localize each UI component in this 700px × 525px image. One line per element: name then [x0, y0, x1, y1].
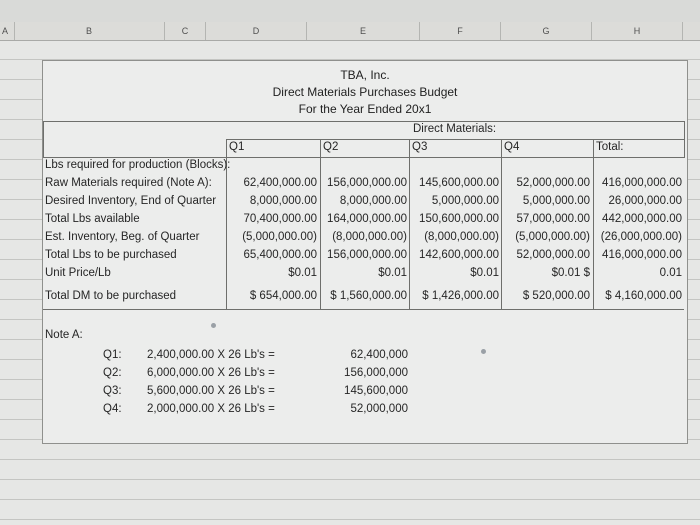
cell-q2[interactable]: (8,000,000.00) [332, 231, 407, 243]
budget-row [45, 213, 685, 230]
row-label: Total Lbs to be purchased [45, 249, 177, 261]
quarter-header-total: Total: [596, 141, 624, 153]
note-line [43, 385, 683, 401]
budget-row [45, 177, 685, 194]
cell-total[interactable]: 26,000,000.00 [608, 195, 682, 207]
cell-q1[interactable]: 65,400,000.00 [243, 249, 317, 261]
note-title: Note A: [45, 329, 83, 341]
budget-row [45, 267, 685, 284]
quarter-header-q1: Q1 [229, 141, 245, 153]
column-header-a[interactable]: A [0, 22, 15, 40]
note-result: 62,400,000 [350, 349, 408, 361]
row-label: Total DM to be purchased [45, 290, 177, 302]
cell-total[interactable]: $ 4,160,000.00 [605, 290, 682, 302]
cell-q3[interactable]: 145,600,000.00 [419, 177, 499, 189]
budget-row [45, 231, 685, 248]
column-header-h[interactable]: H [592, 22, 683, 40]
company-name: TBA, Inc. [340, 68, 390, 82]
cell-q4[interactable]: 52,000,000.00 [516, 249, 590, 261]
cell-q3[interactable]: 150,600,000.00 [419, 213, 499, 225]
note-quarter: Q2: [103, 367, 122, 379]
cell-q4[interactable]: 57,000,000.00 [516, 213, 590, 225]
cell-q1[interactable]: $ 654,000.00 [249, 290, 317, 302]
column-header-e[interactable]: E [307, 22, 420, 40]
budget-row [45, 159, 685, 176]
budget-row [45, 195, 685, 212]
column-header-c[interactable]: C [165, 22, 206, 40]
note-line [43, 367, 683, 383]
column-header-d[interactable]: D [206, 22, 307, 40]
note-calculation: 5,600,000.00 X 26 Lb's = [147, 385, 275, 397]
cell-q3[interactable]: $0.01 [470, 267, 499, 279]
cell-q3[interactable]: $ 1,426,000.00 [422, 290, 499, 302]
note-line [43, 403, 683, 419]
cell-q2[interactable]: 164,000,000.00 [327, 213, 407, 225]
row-label: Total Lbs available [45, 213, 140, 225]
cell-q2[interactable]: 156,000,000.00 [327, 177, 407, 189]
cell-q1[interactable]: 8,000,000.00 [249, 195, 317, 207]
cell-q4[interactable]: 5,000,000.00 [522, 195, 590, 207]
note-result: 145,600,000 [344, 385, 408, 397]
cell-total[interactable]: (26,000,000.00) [600, 231, 682, 243]
note-calculation: 2,000,000.00 X 26 Lb's = [147, 403, 275, 415]
cell-q1[interactable]: (5,000,000.00) [242, 231, 317, 243]
cell-q1[interactable]: $0.01 [288, 267, 317, 279]
cell-q2[interactable]: $ 1,560,000.00 [330, 290, 407, 302]
cell-q4[interactable]: 52,000,000.00 [516, 177, 590, 189]
cell-total[interactable]: 416,000,000.00 [602, 177, 682, 189]
column-header-bar [0, 22, 700, 41]
direct-materials-header: Direct Materials: [413, 123, 497, 135]
report-period: For the Year Ended 20x1 [298, 102, 432, 116]
budget-sheet [42, 60, 688, 444]
cell-q4[interactable]: $0.01 $ [551, 267, 590, 279]
cell-total[interactable]: 442,000,000.00 [602, 213, 682, 225]
cursor-dot [211, 323, 216, 328]
cell-q3[interactable]: 142,600,000.00 [419, 249, 499, 261]
cell-q2[interactable]: 156,000,000.00 [327, 249, 407, 261]
cell-q3[interactable]: 5,000,000.00 [431, 195, 499, 207]
table-bottom-rule [43, 309, 684, 310]
quarter-header-q4: Q4 [504, 141, 520, 153]
cell-total[interactable]: 0.01 [659, 267, 682, 279]
column-header-f[interactable]: F [420, 22, 501, 40]
row-label: Raw Materials required (Note A): [45, 177, 212, 189]
column-header-b[interactable]: B [14, 22, 165, 40]
cell-q4[interactable]: $ 520,000.00 [522, 290, 590, 302]
budget-row [45, 290, 685, 307]
note-calculation: 2,400,000.00 X 26 Lb's = [147, 349, 275, 361]
note-result: 52,000,000 [350, 403, 408, 415]
budget-row [45, 249, 685, 266]
note-quarter: Q1: [103, 349, 122, 361]
cell-q1[interactable]: 62,400,000.00 [243, 177, 317, 189]
cell-q3[interactable]: (8,000,000.00) [424, 231, 499, 243]
row-label: Unit Price/Lb [45, 267, 111, 279]
note-quarter: Q3: [103, 385, 122, 397]
note-line [43, 349, 683, 365]
cell-q2[interactable]: $0.01 [378, 267, 407, 279]
row-label: Desired Inventory, End of Quarter [45, 195, 217, 207]
cell-q4[interactable]: (5,000,000.00) [515, 231, 590, 243]
cell-total[interactable]: 416,000,000.00 [602, 249, 682, 261]
note-calculation: 6,000,000.00 X 26 Lb's = [147, 367, 275, 379]
note-result: 156,000,000 [344, 367, 408, 379]
quarter-header-q3: Q3 [412, 141, 428, 153]
report-title: Direct Materials Purchases Budget [272, 85, 458, 99]
cursor-dot [481, 349, 486, 354]
row-label: Lbs required for production (Blocks): [45, 159, 231, 171]
cell-q1[interactable]: 70,400,000.00 [243, 213, 317, 225]
cell-q2[interactable]: 8,000,000.00 [339, 195, 407, 207]
row-label: Est. Inventory, Beg. of Quarter [45, 231, 200, 243]
header-rule [226, 139, 684, 140]
column-header-g[interactable]: G [501, 22, 592, 40]
note-quarter: Q4: [103, 403, 122, 415]
quarter-header-q2: Q2 [323, 141, 339, 153]
